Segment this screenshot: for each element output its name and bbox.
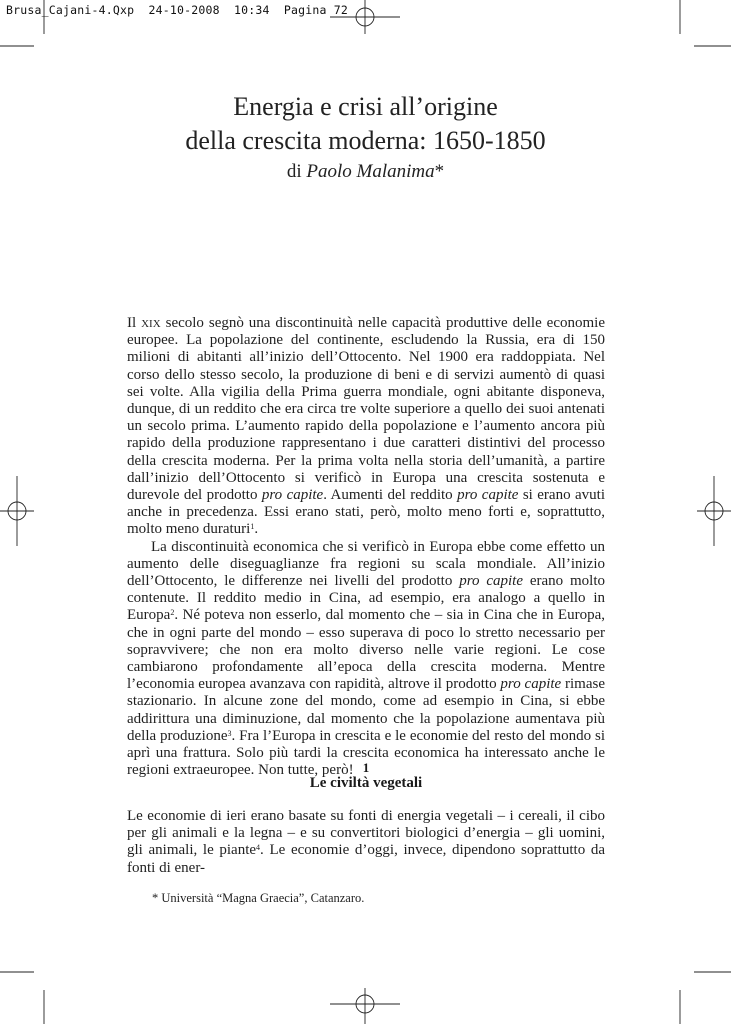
slug-time: 10:34 [233, 3, 270, 17]
paragraph-1-text-b: secolo segnò una discontinuità nelle capacità produttive delle economie europee. La popolazione del continente, escludendo la Russia, era di 150 milioni di abitanti all’inizio dell’Ottocento. Nel 1900 era raddoppiata. Nel corso dello stesso secolo, la produzione di beni e di servizi aumentò di quasi sei volte. Alla vigilia della Prima guerra mondiale, ogni abitante disponeva, dunque, di un reddito che era circa tre volte superiore a quello dei suoi antenati un secolo prima. L’aumento rapido della popolazione e l’aumento ancora più rapido della produzione rappresentano i due caratteri distintivi del processo della crescita moderna. Per la prima volta nella storia dell’umanità, a partire dall’inizio dell’Ottocento si verificò in Europa una crescita sostenuta e durevole del prodotto [127, 315, 605, 504]
paragraph-1 [127, 315, 605, 539]
italic-pro-capite: pro capite [261, 487, 324, 504]
italic-pro-capite: pro capite [457, 487, 519, 504]
slug-page: Pagina 72 [283, 3, 348, 17]
author-name: Paolo Malanima [306, 161, 435, 182]
footnote-ref-1: 1 [250, 522, 255, 532]
paragraph-1-text-d: si erano avuti anche in precedenza. Essi erano stati, però, molto meno forti e, soprattutto, molto meno duraturi [127, 487, 605, 538]
italic-pro-capite: pro capite [459, 573, 523, 590]
section-title: Le civiltà vegetali [309, 775, 423, 791]
registration-mark-left [0, 476, 34, 546]
section-number: 1 [362, 760, 370, 775]
registration-mark-right [697, 476, 731, 546]
author-prefix: di [286, 161, 302, 182]
chapter-title-line-1: Energia e crisi all’origine [233, 92, 498, 121]
paragraph-2-text-c: . Né poteva non esserlo, dal momento che – sia in Cina che in Europa, che in ogni parte del mondo – esso superava di poco lo stretto necessario per sopravvivere; che non era molto diverso nelle varie regioni. Le cose cambiarono profondamente all’epoca della crescita moderna. Mentre l’economia europea avanzava con rapidità, altrove il prodotto [127, 607, 605, 693]
paragraph-1-text-a: Il [127, 315, 142, 331]
footnote-affiliation: * Università “Magna Graecia”, Catanzaro. [152, 891, 365, 905]
paragraph-3-text-b: . Le economie d’oggi, invece, dipendono soprattutto da fonti di ener- [127, 842, 606, 876]
footnote-ref-3: 3 [227, 728, 232, 738]
paragraph-2 [127, 539, 605, 780]
print-slug [6, 3, 348, 17]
italic-pro-capite: pro capite [500, 676, 562, 693]
slug-date: 24-10-2008 [148, 3, 220, 17]
paragraph-2-text-b: erano molto contenute. Il reddito medio in Cina, ad esempio, era analogo a quello in Europa [127, 573, 606, 624]
author-footnote-mark: * [434, 161, 445, 182]
paragraph-1-text-c: . Aumenti del reddito [323, 487, 458, 504]
body-text [127, 315, 605, 779]
paragraph-3 [127, 808, 605, 877]
paragraph-2-text-e: . Fra l’Europa in crescita e le economie del resto del mondo si aprì una frattura. Solo più tardi la crescita economica ha interessato anche le regioni extraeuropee. Non tutte, però! [127, 727, 605, 779]
slug-filename: Brusa_Cajani-4.Qxp [6, 3, 135, 17]
section-body-text [127, 808, 605, 877]
roman-numeral-century: xix [141, 315, 161, 331]
paragraph-2-text-a: La discontinuità economica che si verificò in Europa ebbe come effetto un aumento delle diseguaglianze fra regioni su scala mondiale. All’inizio dell’Ottocento, le differenze nei livelli del prodotto [127, 538, 605, 590]
chapter-title-line-2: della crescita moderna: 1650-1850 [185, 126, 546, 155]
paragraph-1-text-e: . [254, 521, 259, 538]
registration-mark-bottom [330, 988, 400, 1024]
paragraph-2-text-d: rimase stazionario. In alcune zone del mondo, come ad esempio in Cina, si ebbe addirittura una diminuzione, dal momento che la popolazione aumentava più della produzione [127, 676, 606, 744]
paragraph-3-text-a: Le economie di ieri erano basate su fonti di energia vegetali – i cereali, il cibo per gli animali e la legna – e su convertitori biologici d’energia – gli uomini, gli animali, le piante [127, 808, 605, 859]
author-line [0, 161, 731, 183]
footnote-ref-2: 2 [170, 608, 175, 618]
footnote-ref-4: 4 [256, 843, 261, 853]
